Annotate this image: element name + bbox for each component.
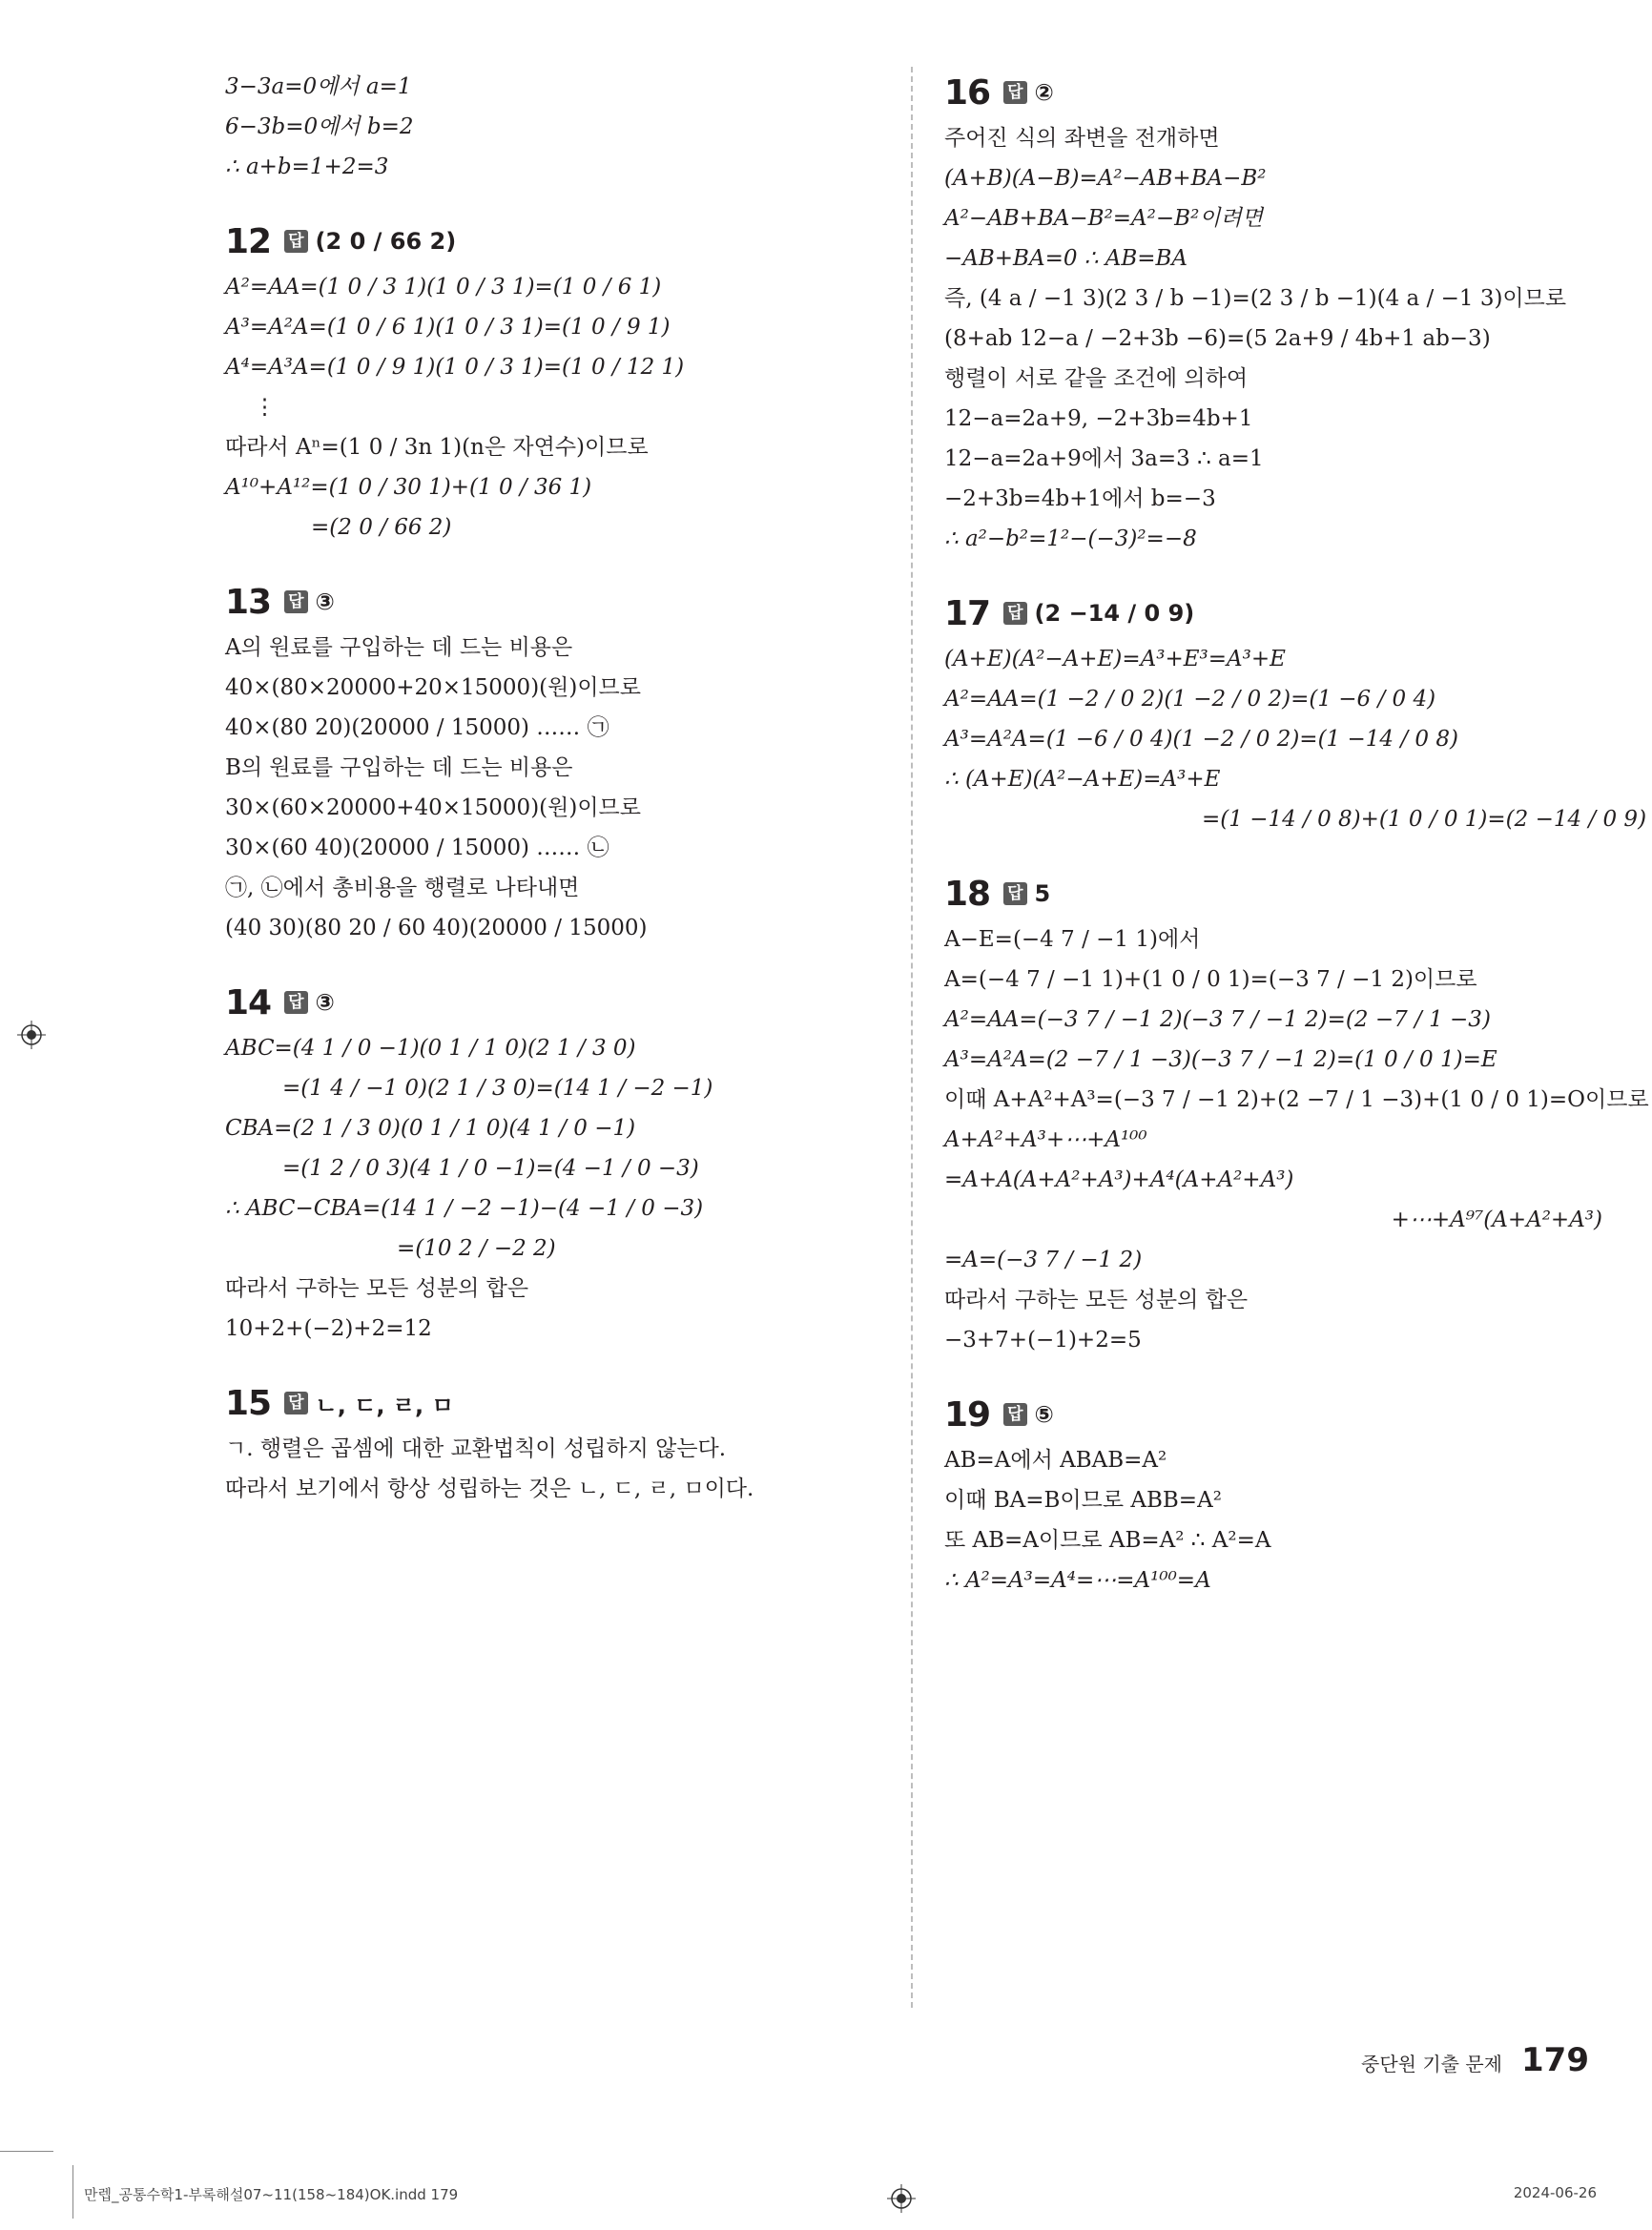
text-line: −2+3b=4b+1에서 b=−3: [944, 486, 1216, 511]
registration-mark-icon: [887, 2184, 916, 2213]
answer: (2 −14 / 0 9): [1034, 600, 1195, 627]
problem-15: [225, 1377, 893, 1509]
text-line: 12−a=2a+9, −2+3b=4b+1: [944, 406, 1253, 431]
text-line: ∴ a²−b²=1²−(−3)²=−8: [944, 527, 1197, 551]
text-line: A³=A²A=(1 −6 / 0 4)(1 −2 / 0 2)=(1 −14 / 0 8): [944, 727, 1458, 752]
section-label: 중단원 기출 문제: [1361, 2053, 1503, 2075]
left-column: [225, 67, 893, 1509]
problem-16: [944, 67, 1602, 559]
text-line: ∴ A²=A³=A⁴=⋯=A¹⁰⁰=A: [944, 1568, 1211, 1593]
text-line: (A+B)(A−B)=A²−AB+BA−B²: [944, 166, 1267, 191]
text-line: =A+A(A+A²+A³)+A⁴(A+A²+A³): [944, 1167, 1294, 1192]
text-line: 3−3a=0에서 a=1: [225, 74, 412, 99]
text-line: ∴ (A+E)(A²−A+E)=A³+E: [944, 767, 1221, 792]
problem-number: 16: [944, 72, 991, 113]
text-line: +⋯+A⁹⁷(A+A²+A³): [1391, 1208, 1602, 1232]
problem-17: [944, 588, 1647, 839]
text-line: 따라서 구하는 모든 성분의 합은: [225, 1276, 529, 1301]
text-line: A⁴=A³A=(1 0 / 9 1)(1 0 / 3 1)=(1 0 / 12 1): [225, 355, 685, 380]
problem-19: [944, 1389, 1602, 1600]
column-divider: [911, 67, 913, 2008]
problem-number: 19: [944, 1394, 991, 1435]
answer: ㄴ, ㄷ, ㄹ, ㅁ: [315, 1392, 454, 1419]
text-line: =A=(−3 7 / −1 2): [944, 1248, 1143, 1272]
answer-badge: 답: [1003, 1403, 1026, 1426]
text-line: −AB+BA=0 ∴ AB=BA: [944, 246, 1188, 271]
problem-14: [225, 977, 893, 1349]
problem-number: 17: [944, 593, 991, 633]
text-line: 10+2+(−2)+2=12: [225, 1316, 432, 1341]
answer-badge: 답: [284, 590, 307, 613]
right-column: [944, 67, 1649, 1600]
text-line: (40 30)(80 20 / 60 40)(20000 / 15000): [225, 916, 648, 940]
text-line: 즉, (4 a / −1 3)(2 3 / b −1)=(2 3 / b −1)(4 a / −1 3)이므로: [944, 286, 1567, 311]
crop-mark: [72, 2165, 73, 2219]
text-line: A²=AA=(−3 7 / −1 2)(−3 7 / −1 2)=(2 −7 / 1 −3): [944, 1007, 1491, 1032]
text-line: 12−a=2a+9에서 3a=3 ∴ a=1: [944, 446, 1264, 471]
text-line: 30×(60×20000+40×15000)(원)이므로: [225, 795, 641, 820]
crop-mark: [0, 2151, 53, 2152]
text-line: A²−AB+BA−B²=A²−B²이려면: [944, 206, 1263, 231]
problem-12: [225, 216, 893, 547]
text-line: 이때 A+A²+A³=(−3 7 / −1 2)+(2 −7 / 1 −3)+(1 0 / 0 1)=O이므로: [944, 1087, 1649, 1112]
text-line: ∴ a+b=1+2=3: [225, 155, 389, 179]
answer: ③: [315, 588, 335, 615]
text-line: AB=A에서 ABAB=A²: [944, 1448, 1167, 1473]
page-footer: [1361, 2041, 1589, 2079]
text-line: A²=AA=(1 −2 / 0 2)(1 −2 / 0 2)=(1 −6 / 0 4): [944, 687, 1436, 712]
problem-number: 14: [225, 982, 272, 1022]
text-line: B의 원료를 구입하는 데 드는 비용은: [225, 755, 573, 780]
problem-18: [944, 868, 1649, 1360]
answer: ②: [1034, 79, 1054, 106]
text-line: A의 원료를 구입하는 데 드는 비용은: [225, 635, 573, 660]
problem-number: 13: [225, 582, 272, 622]
text-line: ∴ ABC−CBA=(14 1 / −2 −1)−(4 −1 / 0 −3): [225, 1196, 704, 1221]
text-line: 주어진 식의 좌변을 전개하면: [944, 126, 1220, 151]
registration-mark-icon: [17, 1021, 46, 1049]
text-line: 40×(80 20)(20000 / 15000) …… ㉠: [225, 715, 609, 740]
text-line: =(1 −14 / 0 8)+(1 0 / 0 1)=(2 −14 / 0 9): [1202, 807, 1647, 832]
text-line: A²=AA=(1 0 / 3 1)(1 0 / 3 1)=(1 0 / 6 1): [225, 275, 662, 299]
file-slug: 만렙_공통수학1-부록해설07~11(158~184)OK.indd 179: [84, 2186, 459, 2203]
text-line: 또 AB=A이므로 AB=A² ∴ A²=A: [944, 1528, 1271, 1553]
text-line: A−E=(−4 7 / −1 1)에서: [944, 927, 1201, 952]
text-line: 따라서 Aⁿ=(1 0 / 3n 1)(n은 자연수)이므로: [225, 435, 649, 460]
answer-badge: 답: [1003, 81, 1026, 104]
text-line: 6−3b=0에서 b=2: [225, 114, 414, 139]
problem-number: 15: [225, 1383, 272, 1423]
answer: ③: [315, 989, 335, 1016]
page-number: 179: [1521, 2041, 1589, 2079]
text-line: =(2 0 / 66 2): [311, 515, 452, 540]
text-line: 40×(80×20000+20×15000)(원)이므로: [225, 675, 641, 700]
answer-badge: 답: [284, 230, 307, 253]
text-line: ⋮: [254, 395, 276, 420]
text-line: A³=A²A=(2 −7 / 1 −3)(−3 7 / −1 2)=(1 0 / 0 1)=E: [944, 1047, 1497, 1072]
text-line: −3+7+(−1)+2=5: [944, 1328, 1142, 1352]
text-line: A=(−4 7 / −1 1)+(1 0 / 0 1)=(−3 7 / −1 2)이므로: [944, 967, 1477, 992]
print-date: 2024-06-26: [1513, 2184, 1597, 2201]
text-line: =(1 4 / −1 0)(2 1 / 3 0)=(14 1 / −2 −1): [282, 1076, 713, 1101]
text-line: ABC=(4 1 / 0 −1)(0 1 / 1 0)(2 1 / 3 0): [225, 1036, 636, 1061]
problem-13: [225, 576, 893, 948]
text-line: 따라서 보기에서 항상 성립하는 것은 ㄴ, ㄷ, ㄹ, ㅁ이다.: [225, 1476, 754, 1501]
text-line: A³=A²A=(1 0 / 6 1)(1 0 / 3 1)=(1 0 / 9 1): [225, 315, 671, 340]
text-line: ㉠, ㉡에서 총비용을 행렬로 나타내면: [225, 876, 580, 900]
text-line: (A+E)(A²−A+E)=A³+E³=A³+E: [944, 647, 1286, 671]
text-line: CBA=(2 1 / 3 0)(0 1 / 1 0)(4 1 / 0 −1): [225, 1116, 636, 1141]
answer-badge: 답: [1003, 602, 1026, 625]
answer-badge: 답: [284, 991, 307, 1014]
text-line: A¹⁰+A¹²=(1 0 / 30 1)+(1 0 / 36 1): [225, 475, 592, 500]
text-line: 30×(60 40)(20000 / 15000) …… ㉡: [225, 836, 609, 860]
text-line: 따라서 구하는 모든 성분의 합은: [944, 1288, 1249, 1312]
text-line: A+A²+A³+⋯+A¹⁰⁰: [944, 1127, 1147, 1152]
answer-badge: 답: [284, 1392, 307, 1414]
answer-badge: 답: [1003, 882, 1026, 905]
text-line: =(1 2 / 0 3)(4 1 / 0 −1)=(4 −1 / 0 −3): [282, 1156, 699, 1181]
text-line: 행렬이 서로 같을 조건에 의하여: [944, 366, 1249, 391]
answer: ⑤: [1034, 1401, 1054, 1428]
text-line: ㄱ. 행렬은 곱셈에 대한 교환법칙이 성립하지 않는다.: [225, 1436, 727, 1461]
text-line: (8+ab 12−a / −2+3b −6)=(5 2a+9 / 4b+1 ab−3): [944, 326, 1491, 351]
intro-block: [225, 67, 893, 187]
problem-number: 18: [944, 874, 991, 914]
text-line: =(10 2 / −2 2): [397, 1236, 556, 1261]
problem-number: 12: [225, 221, 272, 261]
answer: 5: [1034, 880, 1051, 907]
answer: (2 0 / 66 2): [315, 228, 457, 255]
text-line: 이때 BA=B이므로 ABB=A²: [944, 1488, 1222, 1513]
